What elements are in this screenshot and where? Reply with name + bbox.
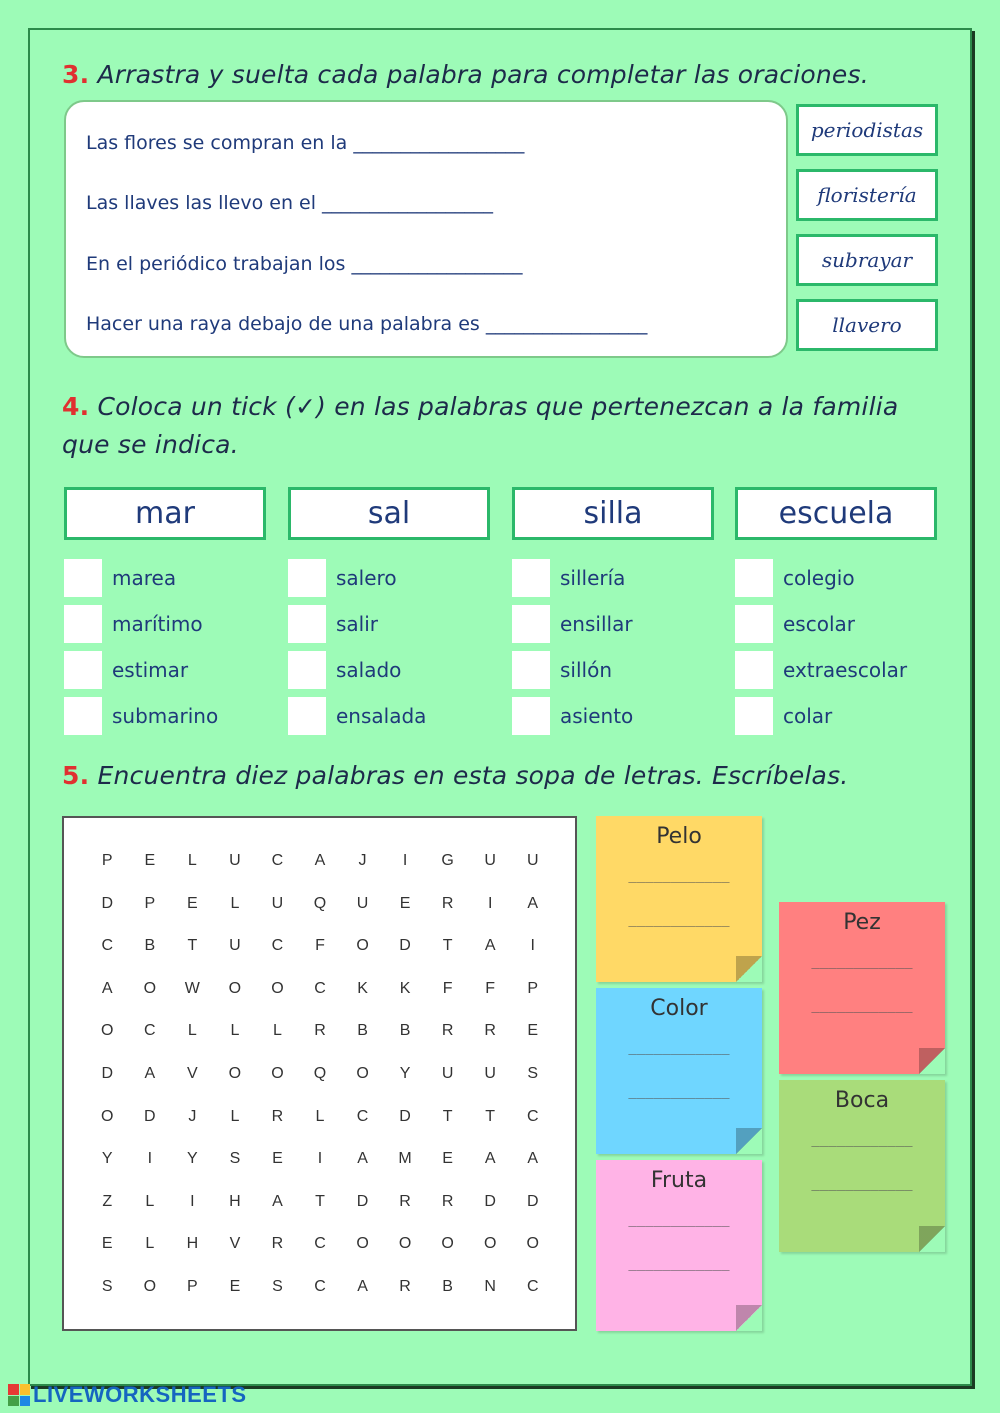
q3-title xyxy=(62,60,869,89)
family-item xyxy=(512,647,732,693)
family-word: marea xyxy=(112,566,177,590)
grid-letter[interactable]: U xyxy=(441,1064,454,1082)
grid-letter[interactable]: T xyxy=(315,1192,325,1210)
grid-letter[interactable]: I xyxy=(487,894,493,912)
family-item xyxy=(64,693,284,739)
grid-letter[interactable]: D xyxy=(356,1192,369,1210)
checkbox[interactable] xyxy=(512,697,550,735)
grid-letter[interactable]: A xyxy=(314,852,326,870)
grid-letter[interactable]: L xyxy=(315,1107,325,1125)
grid-letter[interactable]: L xyxy=(187,1022,197,1040)
checkbox[interactable] xyxy=(288,651,326,689)
grid-letter[interactable]: C xyxy=(271,937,284,955)
grid-letter[interactable]: B xyxy=(399,1022,411,1040)
grid-letter[interactable]: F xyxy=(315,937,325,955)
answer-line[interactable]: ____________ xyxy=(811,1175,913,1191)
grid-letter[interactable]: C xyxy=(526,1107,539,1125)
grid-letter[interactable]: I xyxy=(530,937,535,955)
grid-letter[interactable]: K xyxy=(357,979,368,997)
q3-sentence-4[interactable]: Hacer una raya debajo de una palabra es _________________ xyxy=(86,313,648,335)
grid-letter[interactable]: R xyxy=(271,1235,284,1253)
note-pelo xyxy=(596,816,762,982)
grid-letter[interactable]: Y xyxy=(101,1150,113,1168)
note-title: Color xyxy=(650,996,708,1021)
grid-letter[interactable]: E xyxy=(229,1277,241,1295)
q4-title-line2: que se indica. xyxy=(62,430,239,459)
grid-letter[interactable]: U xyxy=(526,852,539,870)
family-head-sal: sal xyxy=(288,487,490,540)
grid-letter[interactable]: Z xyxy=(102,1192,113,1210)
family-word: sillón xyxy=(560,658,613,682)
grid-letter[interactable]: B xyxy=(442,1277,453,1295)
grid-letter[interactable]: P xyxy=(187,1277,198,1295)
grid-letter[interactable]: E xyxy=(399,894,411,912)
grid-letter[interactable]: L xyxy=(230,1022,240,1040)
q3-sentence-3[interactable]: En el periódico trabajan los __________________ xyxy=(86,253,523,275)
answer-line[interactable]: ____________ xyxy=(628,867,730,883)
family-word: salir xyxy=(336,612,379,636)
grid-letter[interactable]: I xyxy=(190,1192,195,1210)
family-word: submarino xyxy=(112,704,219,728)
grid-letter[interactable]: O xyxy=(441,1235,454,1253)
grid-letter[interactable]: R xyxy=(399,1277,411,1295)
family-item xyxy=(288,555,508,601)
grid-letter[interactable]: O xyxy=(526,1235,539,1253)
family-word: marítimo xyxy=(112,612,203,636)
grid-letter[interactable]: R xyxy=(271,1107,284,1125)
grid-letter[interactable]: L xyxy=(230,894,240,912)
grid-letter[interactable]: H xyxy=(229,1192,241,1210)
answer-line[interactable]: ____________ xyxy=(628,1211,730,1227)
drag-word-periodistas[interactable]: periodistas xyxy=(796,104,938,156)
checkbox[interactable] xyxy=(64,651,102,689)
word-search-grid[interactable] xyxy=(86,840,554,1308)
grid-letter[interactable]: D xyxy=(144,1107,156,1125)
grid-letter[interactable]: T xyxy=(187,937,198,955)
grid-letter[interactable]: D xyxy=(399,937,411,955)
grid-letter[interactable]: S xyxy=(229,1150,241,1168)
grid-letter[interactable]: C xyxy=(101,937,114,955)
answer-line[interactable]: ____________ xyxy=(628,1039,730,1055)
grid-letter[interactable]: O xyxy=(356,1235,369,1253)
family-word: ensalada xyxy=(336,704,427,728)
grid-letter[interactable]: A xyxy=(357,1277,368,1295)
grid-letter[interactable]: I xyxy=(402,852,408,870)
family-head-escuela: escuela xyxy=(735,487,937,540)
grid-letter[interactable]: Y xyxy=(399,1064,411,1082)
family-item xyxy=(512,555,732,601)
grid-letter[interactable]: R xyxy=(314,1022,326,1040)
grid-letter[interactable]: Y xyxy=(187,1150,198,1168)
grid-letter[interactable]: O xyxy=(356,937,369,955)
note-title: Pelo xyxy=(656,824,702,849)
grid-letter[interactable]: S xyxy=(527,1064,539,1082)
family-word: estimar xyxy=(112,658,189,682)
note-title: Boca xyxy=(834,1088,890,1113)
family-word: salado xyxy=(336,658,402,682)
grid-letter[interactable]: U xyxy=(229,937,241,955)
q3-number: 3. xyxy=(62,60,90,89)
note-boca xyxy=(779,1080,945,1252)
checkbox[interactable] xyxy=(64,559,102,597)
family-head-silla: silla xyxy=(512,487,714,540)
grid-letter[interactable]: A xyxy=(527,894,539,912)
family-list-escuela xyxy=(735,555,955,739)
checkbox[interactable] xyxy=(512,559,550,597)
grid-letter[interactable]: E xyxy=(272,1150,283,1168)
answer-line[interactable]: ____________ xyxy=(811,953,913,969)
answer-line[interactable]: ____________ xyxy=(811,1131,913,1147)
grid-letter[interactable]: O xyxy=(101,1022,114,1040)
grid-letter[interactable]: V xyxy=(229,1235,241,1253)
q3-title-text: Arrastra y suelta cada palabra para completar las oraciones. xyxy=(97,60,869,89)
q5-title xyxy=(62,761,848,790)
grid-letter[interactable]: S xyxy=(272,1277,283,1295)
checkbox[interactable] xyxy=(288,605,326,643)
answer-line[interactable]: ____________ xyxy=(628,1083,730,1099)
family-item xyxy=(735,601,955,647)
checkbox[interactable] xyxy=(735,559,773,597)
grid-letter[interactable]: C xyxy=(526,1277,539,1295)
grid-letter[interactable]: T xyxy=(442,937,453,955)
grid-letter[interactable]: B xyxy=(144,937,156,955)
answer-line[interactable]: ____________ xyxy=(628,911,730,927)
checkbox[interactable] xyxy=(512,651,550,689)
grid-letter[interactable]: E xyxy=(187,894,198,912)
grid-letter[interactable]: D xyxy=(484,1192,496,1210)
grid-letter[interactable]: L xyxy=(145,1192,155,1210)
note-fruta xyxy=(596,1160,762,1331)
grid-letter[interactable]: O xyxy=(356,1064,369,1082)
grid-letter[interactable]: T xyxy=(442,1107,453,1125)
family-list-silla xyxy=(512,555,732,739)
checkbox[interactable] xyxy=(735,605,773,643)
checkbox[interactable] xyxy=(735,697,773,735)
grid-letter[interactable]: O xyxy=(483,1235,497,1253)
q4-number: 4. xyxy=(62,392,90,421)
grid-letter[interactable]: J xyxy=(188,1107,197,1125)
note-pez xyxy=(779,902,945,1074)
family-word: salero xyxy=(336,566,397,590)
grid-letter[interactable]: R xyxy=(441,894,454,912)
grid-letter[interactable]: P xyxy=(527,979,539,997)
grid-letter[interactable]: R xyxy=(441,1192,454,1210)
q5-number: 5. xyxy=(62,761,90,790)
grid-letter[interactable]: D xyxy=(101,1064,114,1082)
grid-letter[interactable]: L xyxy=(145,1235,155,1253)
checkbox[interactable] xyxy=(288,697,326,735)
grid-letter[interactable]: O xyxy=(143,1277,157,1295)
drag-word-llavero[interactable]: llavero xyxy=(796,299,938,351)
family-head-mar: mar xyxy=(64,487,266,540)
liveworksheets-logo-icon xyxy=(8,1384,30,1406)
family-item xyxy=(288,601,508,647)
grid-letter[interactable]: O xyxy=(398,1235,412,1253)
grid-letter[interactable]: L xyxy=(187,852,197,870)
family-list-sal xyxy=(288,555,508,739)
grid-letter[interactable]: D xyxy=(101,894,114,912)
family-item xyxy=(735,555,955,601)
q5-title-text: Encuentra diez palabras en esta sopa de letras. Escríbelas. xyxy=(97,761,849,790)
family-item xyxy=(512,693,732,739)
checkbox[interactable] xyxy=(735,651,773,689)
q4-title-line1: Coloca un tick (✓) en las palabras que pertenezcan a la familia xyxy=(97,392,899,421)
grid-letter[interactable]: K xyxy=(399,979,411,997)
checkbox[interactable] xyxy=(64,605,102,643)
checkbox[interactable] xyxy=(288,559,326,597)
grid-letter[interactable]: P xyxy=(101,852,113,870)
family-item xyxy=(64,647,284,693)
grid-letter[interactable]: F xyxy=(485,979,496,997)
grid-letter[interactable]: P xyxy=(144,894,156,912)
grid-letter[interactable]: O xyxy=(228,1064,242,1082)
grid-letter[interactable]: E xyxy=(442,1150,453,1168)
checkbox[interactable] xyxy=(512,605,550,643)
grid-letter[interactable]: M xyxy=(398,1150,412,1168)
grid-letter[interactable]: Q xyxy=(313,894,327,912)
grid-letter[interactable]: G xyxy=(441,852,454,870)
note-color xyxy=(596,988,762,1154)
grid-letter[interactable]: I xyxy=(147,1150,153,1168)
family-list-mar xyxy=(64,555,284,739)
grid-letter[interactable]: D xyxy=(526,1192,539,1210)
family-word: sillería xyxy=(560,566,626,590)
grid-letter[interactable]: U xyxy=(484,852,496,870)
grid-letter[interactable]: I xyxy=(317,1150,323,1168)
grid-letter[interactable]: T xyxy=(485,1107,496,1125)
answer-line[interactable]: ____________ xyxy=(628,1255,730,1271)
family-item xyxy=(64,555,284,601)
grid-letter[interactable]: E xyxy=(144,852,156,870)
family-item xyxy=(512,601,732,647)
grid-letter[interactable]: A xyxy=(101,979,113,997)
grid-letter[interactable]: C xyxy=(271,852,284,870)
family-word: escolar xyxy=(783,612,855,636)
grid-letter[interactable]: A xyxy=(357,1150,368,1168)
answer-line[interactable]: ____________ xyxy=(811,997,913,1013)
family-item xyxy=(288,693,508,739)
grid-letter[interactable]: O xyxy=(271,979,284,997)
drag-word-floristeria[interactable]: floristería xyxy=(796,169,938,221)
grid-letter[interactable]: V xyxy=(187,1064,198,1082)
grid-letter[interactable]: A xyxy=(527,1150,539,1168)
family-item xyxy=(735,693,955,739)
family-word: ensillar xyxy=(560,612,633,636)
grid-letter[interactable]: N xyxy=(484,1277,496,1295)
grid-letter[interactable]: A xyxy=(272,1192,283,1210)
grid-letter[interactable]: L xyxy=(272,1022,282,1040)
grid-letter[interactable]: E xyxy=(527,1022,539,1040)
drag-word-subrayar[interactable]: subrayar xyxy=(796,234,938,286)
brand-name[interactable]: LIVEWORKSHEETS xyxy=(33,1382,247,1407)
grid-letter[interactable]: B xyxy=(357,1022,368,1040)
checkbox[interactable] xyxy=(64,697,102,735)
grid-letter[interactable]: A xyxy=(144,1064,156,1082)
grid-letter[interactable]: E xyxy=(101,1235,113,1253)
grid-letter[interactable]: C xyxy=(144,1022,156,1040)
grid-letter[interactable]: A xyxy=(484,1150,496,1168)
note-title: Fruta xyxy=(650,1168,708,1193)
family-item xyxy=(735,647,955,693)
grid-letter[interactable]: O xyxy=(271,1064,284,1082)
grid-letter[interactable]: R xyxy=(441,1022,454,1040)
family-word: extraescolar xyxy=(783,658,908,682)
family-word: colegio xyxy=(783,566,855,590)
grid-letter[interactable]: U xyxy=(484,1064,496,1082)
grid-letter[interactable]: R xyxy=(399,1192,411,1210)
grid-letter[interactable]: F xyxy=(442,979,453,997)
grid-letter[interactable]: O xyxy=(228,979,242,997)
grid-letter[interactable]: D xyxy=(399,1107,411,1125)
grid-letter[interactable]: O xyxy=(143,979,157,997)
grid-letter[interactable]: Q xyxy=(313,1064,327,1082)
family-item xyxy=(288,647,508,693)
family-item xyxy=(64,601,284,647)
footer xyxy=(8,1382,247,1408)
q3-sentence-1[interactable]: Las flores se compran en la __________________ xyxy=(86,132,525,154)
family-word: colar xyxy=(783,704,833,728)
grid-letter[interactable]: O xyxy=(101,1107,114,1125)
grid-letter[interactable]: C xyxy=(314,1277,326,1295)
grid-letter[interactable]: C xyxy=(356,1107,369,1125)
grid-letter[interactable]: R xyxy=(484,1022,496,1040)
note-title: Pez xyxy=(843,910,881,935)
grid-letter[interactable]: L xyxy=(230,1107,240,1125)
family-word: asiento xyxy=(560,704,634,728)
grid-letter[interactable]: U xyxy=(271,894,284,912)
grid-letter[interactable]: W xyxy=(184,979,200,997)
q3-sentence-box xyxy=(64,100,788,358)
grid-letter[interactable]: H xyxy=(186,1235,199,1253)
word-search-box xyxy=(62,816,577,1331)
grid-letter[interactable]: U xyxy=(229,852,241,870)
grid-letter[interactable]: S xyxy=(101,1277,113,1295)
q3-sentence-2[interactable]: Las llaves las llevo en el __________________ xyxy=(86,192,494,214)
grid-letter[interactable]: C xyxy=(314,979,326,997)
grid-letter[interactable]: J xyxy=(358,852,367,870)
grid-letter[interactable]: C xyxy=(314,1235,326,1253)
grid-letter[interactable]: U xyxy=(356,894,369,912)
grid-letter[interactable]: A xyxy=(484,937,496,955)
q4-title xyxy=(62,392,898,421)
